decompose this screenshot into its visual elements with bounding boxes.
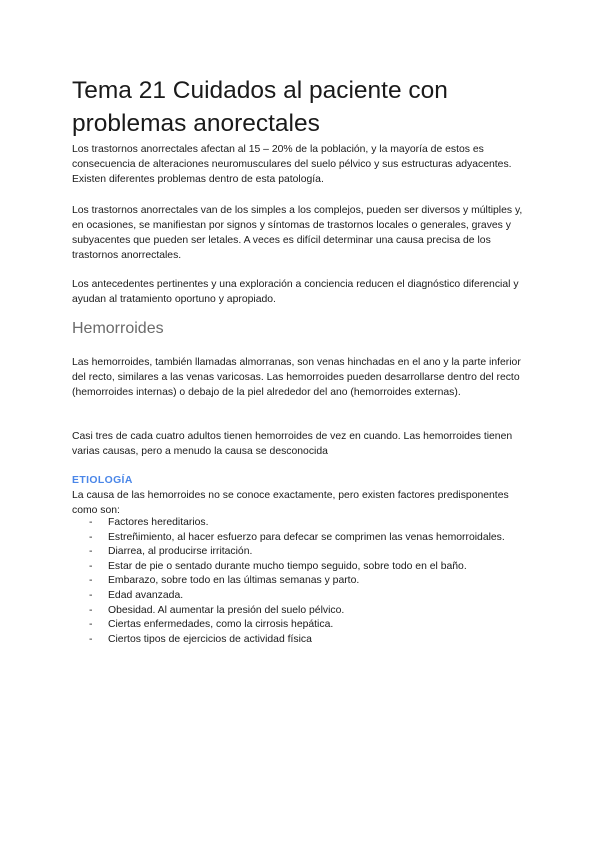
list-item	[72, 589, 528, 604]
list-item	[72, 516, 528, 531]
list-item	[72, 560, 528, 575]
list-item	[72, 604, 528, 619]
list-item-text: Factores hereditarios.	[108, 517, 209, 528]
bullet-dash: -	[89, 560, 93, 572]
list-item-text: Embarazo, sobre todo en las últimas semanas y parto.	[108, 575, 360, 587]
list-item-text: Estar de pie o sentado durante mucho tiempo seguido, sobre todo en el baño.	[108, 560, 467, 572]
etiologia-list	[72, 516, 528, 647]
list-item-text: Edad avanzada.	[108, 589, 184, 601]
bullet-dash: -	[89, 604, 93, 616]
list-item-text: Ciertas enfermedades, como la cirrosis hepática.	[108, 619, 334, 631]
subsection-heading-etiologia: ETIOLOGÍA	[72, 475, 133, 486]
bullet-dash: -	[89, 589, 93, 601]
bullet-dash: -	[89, 546, 93, 558]
intro-paragraph-1: Los trastornos anorrectales afectan al 15 – 20% de la población, y la mayoría de estos es consecuencia de alteraciones neuromusculares del suelo pélvico y sus estructuras adyacentes. Existen diferentes problemas dentro de esta patología.	[72, 144, 512, 185]
list-item-text: Obesidad. Al aumentar la presión del suelo pélvico.	[108, 604, 345, 616]
list-item	[72, 574, 528, 589]
bullet-dash: -	[89, 633, 93, 645]
page-title: Tema 21 Cuidados al paciente con problemas anorectales	[72, 77, 448, 137]
list-item-text: Diarrea, al producirse irritación.	[108, 546, 253, 558]
list-item-text: Ciertos tipos de ejercicios de actividad física	[108, 633, 312, 645]
list-item	[72, 633, 528, 648]
bullet-dash: -	[89, 531, 93, 543]
list-item	[72, 618, 528, 633]
bullet-dash: -	[89, 619, 93, 631]
bullet-dash: -	[89, 517, 93, 528]
intro-paragraph-3: Los antecedentes pertinentes y una exploración a conciencia reducen el diagnóstico diferencial y ayudan al tratamiento oportuno y apropiado.	[72, 279, 519, 305]
list-item	[72, 545, 528, 560]
bullet-dash: -	[89, 575, 93, 587]
list-item	[72, 531, 528, 546]
etiologia-intro: La causa de las hemorroides no se conoce exactamente, pero existen factores predisponentes como son:	[72, 490, 509, 516]
intro-paragraph-2: Los trastornos anorrectales van de los simples a los complejos, pueden ser diversos y múltiples y, en ocasiones, se manifiestan por signos y síntomas de trastornos locales o generales, graves y subyacentes que pueden ser letales. A veces es difícil determinar una causa precisa de los trastornos anorrectales.	[72, 205, 523, 261]
list-item-text: Estreñimiento, al hacer esfuerzo para defecar se comprimen las venas hemorroidales.	[108, 531, 505, 543]
section-paragraph-2: Casi tres de cada cuatro adultos tienen hemorroides de vez en cuando. Las hemorroides tienen varias causas, pero a menudo la causa se desconocida	[72, 431, 513, 457]
section-heading-hemorroides: Hemorroides	[72, 320, 164, 337]
section-paragraph-1: Las hemorroides, también llamadas almorranas, son venas hinchadas en el ano y la parte inferior del recto, similares a las venas varicosas. Las hemorroides pueden desarrollarse dentro del recto (hemorroides internas) o debajo de la piel alrededor del ano (hemorroides externas).	[72, 357, 521, 398]
